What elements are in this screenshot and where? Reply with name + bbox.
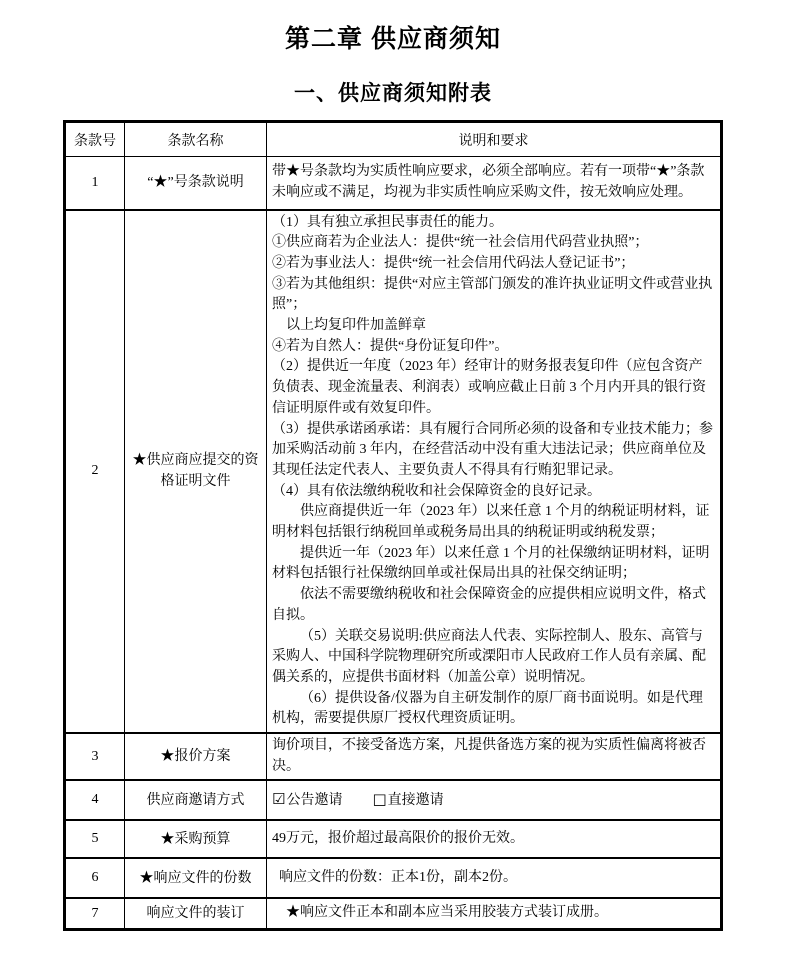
description-paragraph: ③若为其他组织：提供“对应主管部门颁发的准许执业证明文件或营业执照”； (272, 276, 713, 313)
clause-number: 7 (65, 898, 125, 929)
table-row-4 (65, 780, 722, 820)
description-paragraph: 提供近一年（2023 年）以来任意 1 个月的社保缴纳证明材料，证明材料包括银行社保缴纳回单或社保局出具的社保交纳证明； (272, 545, 710, 582)
description-paragraph: （4）具有依法缴纳税收和社会保障资金的良好记录。 (272, 483, 601, 499)
clause-number: 5 (65, 820, 125, 858)
clause-description (267, 210, 722, 734)
clause-description (267, 157, 722, 210)
table-row-2 (65, 210, 722, 734)
chapter-title: 第二章 供应商须知 (285, 25, 501, 53)
clause-name: ★报价方案 (125, 733, 267, 780)
col-header-clause-no: 条款号 (65, 122, 125, 157)
col-header-description: 说明和要求 (267, 122, 722, 157)
description-paragraph: ★响应文件正本和副本应当采用胶装方式装订成册。 (286, 905, 608, 921)
description-paragraph: 以上均复印件加盖鲜章 (286, 318, 426, 334)
description-paragraph: 询价项目，不接受备选方案，凡提供备选方案的视为实质性偏离将被否决。 (272, 738, 706, 774)
clause-description (267, 780, 722, 820)
description-paragraph: （5）关联交易说明:供应商法人代表、实际控制人、股东、高管与采购人、中国科学院物理研究所或溧阳市人民政府工作人员有亲属、配偶关系的，应提供书面材料（加盖公章）说明情况。 (272, 628, 706, 685)
clause-number: 1 (65, 157, 125, 210)
col-header-clause-name: 条款名称 (125, 122, 267, 157)
description-paragraph: （1）具有独立承担民事责任的能力。 (272, 214, 503, 230)
description-paragraph: 49万元，报价超过最高限价的报价无效。 (272, 831, 524, 847)
table-row-7 (65, 898, 722, 929)
clause-name: 响应文件的装订 (125, 898, 267, 929)
description-paragraph: 响应文件的份数：正本1份，副本2份。 (279, 870, 517, 886)
description-paragraph: 带★号条款均为实质性响应要求，必须全部响应。若有一项带“★”条款未响应或不满足，均视为非实质性响应采购文件，按无效响应处理。 (272, 164, 705, 200)
clause-name: “★”号条款说明 (125, 157, 267, 210)
table-row-3 (65, 733, 722, 780)
description-paragraph: ①供应商若为企业法人：提供“统一社会信用代码营业执照”； (272, 235, 649, 251)
checkbox-unchecked-icon: □ (372, 790, 387, 809)
checkbox-label: 公告邀请 (286, 793, 343, 809)
description-paragraph: 依法不需要缴纳税收和社会保障资金的应提供相应说明文件，格式自拟。 (272, 587, 706, 623)
checkbox-label: 直接邀请 (387, 793, 444, 809)
table-row-6 (65, 858, 722, 898)
description-paragraph: ④若为自然人：提供“身份证复印件”。 (272, 338, 509, 354)
clause-name: 供应商邀请方式 (125, 780, 267, 820)
clause-name: ★供应商应提交的资格证明文件 (125, 210, 267, 734)
clause-description (267, 820, 722, 858)
checkbox-checked-icon: ☑ (272, 790, 286, 809)
supplier-notice-table (63, 120, 723, 931)
clause-description (267, 733, 722, 780)
checkbox-option (272, 789, 342, 811)
description-paragraph: （3）提供承诺函承诺：具有履行合同所必须的设备和专业技术能力；参加采购活动前 3 年内，在经营活动中没有重大违法记录；供应商单位及其现任法定代表人、主要负责人不得具有行贿犯罪记录。 (272, 421, 713, 478)
clause-number: 2 (65, 210, 125, 734)
description-paragraph: ②若为事业法人：提供“统一社会信用代码法人登记证书”； (272, 255, 635, 271)
clause-number: 6 (65, 858, 125, 898)
invitation-options (272, 789, 716, 811)
clause-description (267, 898, 722, 929)
description-paragraph: 供应商提供近一年（2023 年）以来任意 1 个月的纳税证明材料，证明材料包括银行纳税回单或税务局出具的纳税证明或纳税发票； (272, 504, 710, 541)
clause-number: 3 (65, 733, 125, 780)
checkbox-option (372, 789, 443, 811)
clause-name: ★采购预算 (125, 820, 267, 858)
table-row-5 (65, 820, 722, 858)
clause-name: ★响应文件的份数 (125, 858, 267, 898)
clause-number: 4 (65, 780, 125, 820)
document-page (0, 24, 786, 964)
description-paragraph: （6）提供设备/仪器为自主研发制作的原厂商书面说明。如是代理机构，需要提供原厂授权代理资质证明。 (272, 690, 703, 727)
header-row (65, 122, 722, 157)
section-title: 一、供应商须知附表 (294, 82, 492, 105)
clause-description (267, 858, 722, 898)
table-row-1 (65, 157, 722, 210)
description-paragraph: （2）提供近一年度（2023 年）经审计的财务报表复印件（应包含资产负债表、现金流量表、利润表）或响应截止日前 3 个月内开具的银行资信证明原件或有效复印件。 (272, 359, 706, 416)
